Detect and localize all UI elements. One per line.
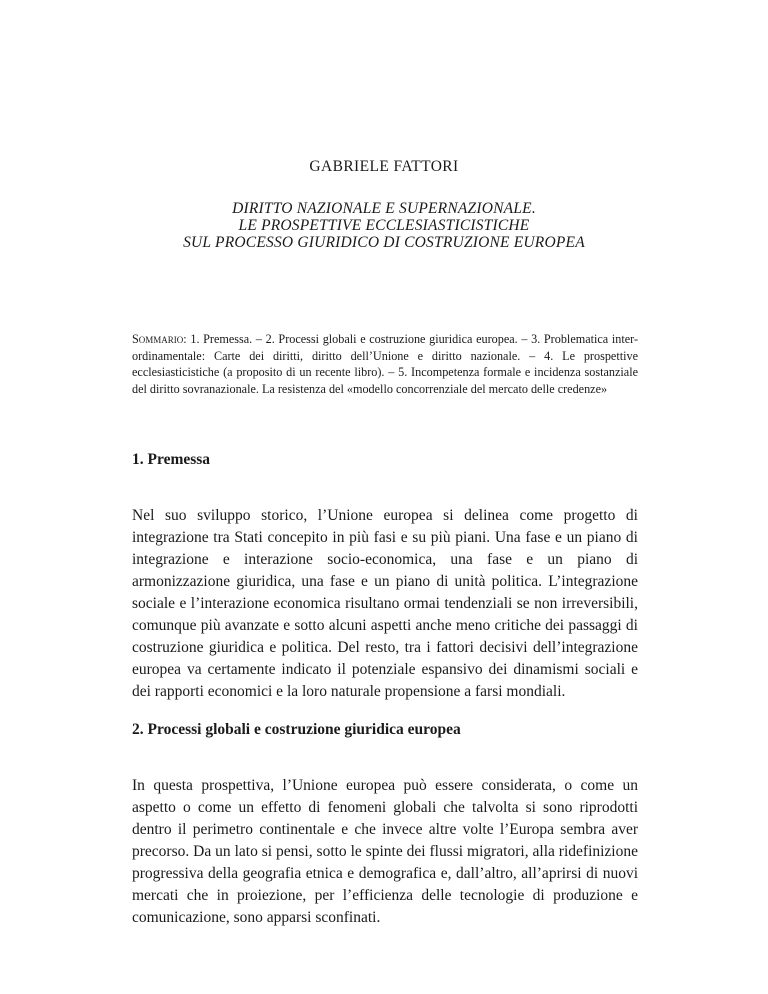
title-line: SUL PROCESSO GIURIDICO DI COSTRUZIONE EUROPEA: [183, 234, 585, 251]
summary-block: [132, 331, 638, 397]
author-name: GABRIELE FATTORI: [309, 158, 459, 175]
section-heading: 1. Premessa: [132, 451, 211, 468]
section-heading: 2. Processi globali e costruzione giuridica europea: [132, 721, 461, 738]
title-line: LE PROSPETTIVE ECCLESIASTICISTICHE: [238, 217, 530, 234]
section-body: In questa prospettiva, l’Unione europea può essere considerata, o come un aspetto o come un effetto di fenomeni globali che talvolta si sono riprodotti dentro il perimetro continentale e che invece altre volte l’Europa sembra aver precorso. Da un lato si pensi, sotto le spinte dei flussi migratori, alla ridefinizione progressiva della geografia etnica e demografica e, dall’altro, all’aprirsi di nuovi mercati che in proiezione, per l’efficienza delle tecnologie di produzione e comunicazione, sono apparsi sconfinati.: [132, 777, 638, 926]
summary-label: Sommario:: [132, 332, 187, 346]
section-body: Nel suo sviluppo storico, l’Unione europea si delinea come progetto di integrazione tra Stati concepito in più fasi e su più piani. Una fase e un piano di integrazione e interazione socio-economica, una fase e un piano di armonizzazione giuridica, una fase e un piano di unità politica. L’integrazione sociale e l’interazione economica risultano ormai tendenziali se non irreversibili, comunque più avanzate e sotto alcuni aspetti anche meno critiche dei passaggi di costruzione giuridica e politica. Del resto, tra i fattori decisivi dell’integrazione europea va certamente indicato il potenziale espansivo dei dinamismi sociali e dei rapporti economici e la loro naturale propensione a farsi mondiali.: [132, 507, 638, 700]
title-line: DIRITTO NAZIONALE E SUPERNAZIONALE.: [232, 200, 536, 217]
article-title: [0, 200, 768, 251]
summary-text: 1. Premessa. – 2. Processi globali e costruzione giuridica europea. – 3. Problematica inter-ordinamentale: Carte dei diritti, diritto dell’Unione e diritto nazionale. – 4. Le prospettive ecclesiasticistiche (a proposito di un recente libro). – 5. Incompetenza formale e incidenza sostanziale del diritto sovranazionale. La resistenza del «modello concorrenziale del mercato delle credenze»: [132, 332, 639, 396]
